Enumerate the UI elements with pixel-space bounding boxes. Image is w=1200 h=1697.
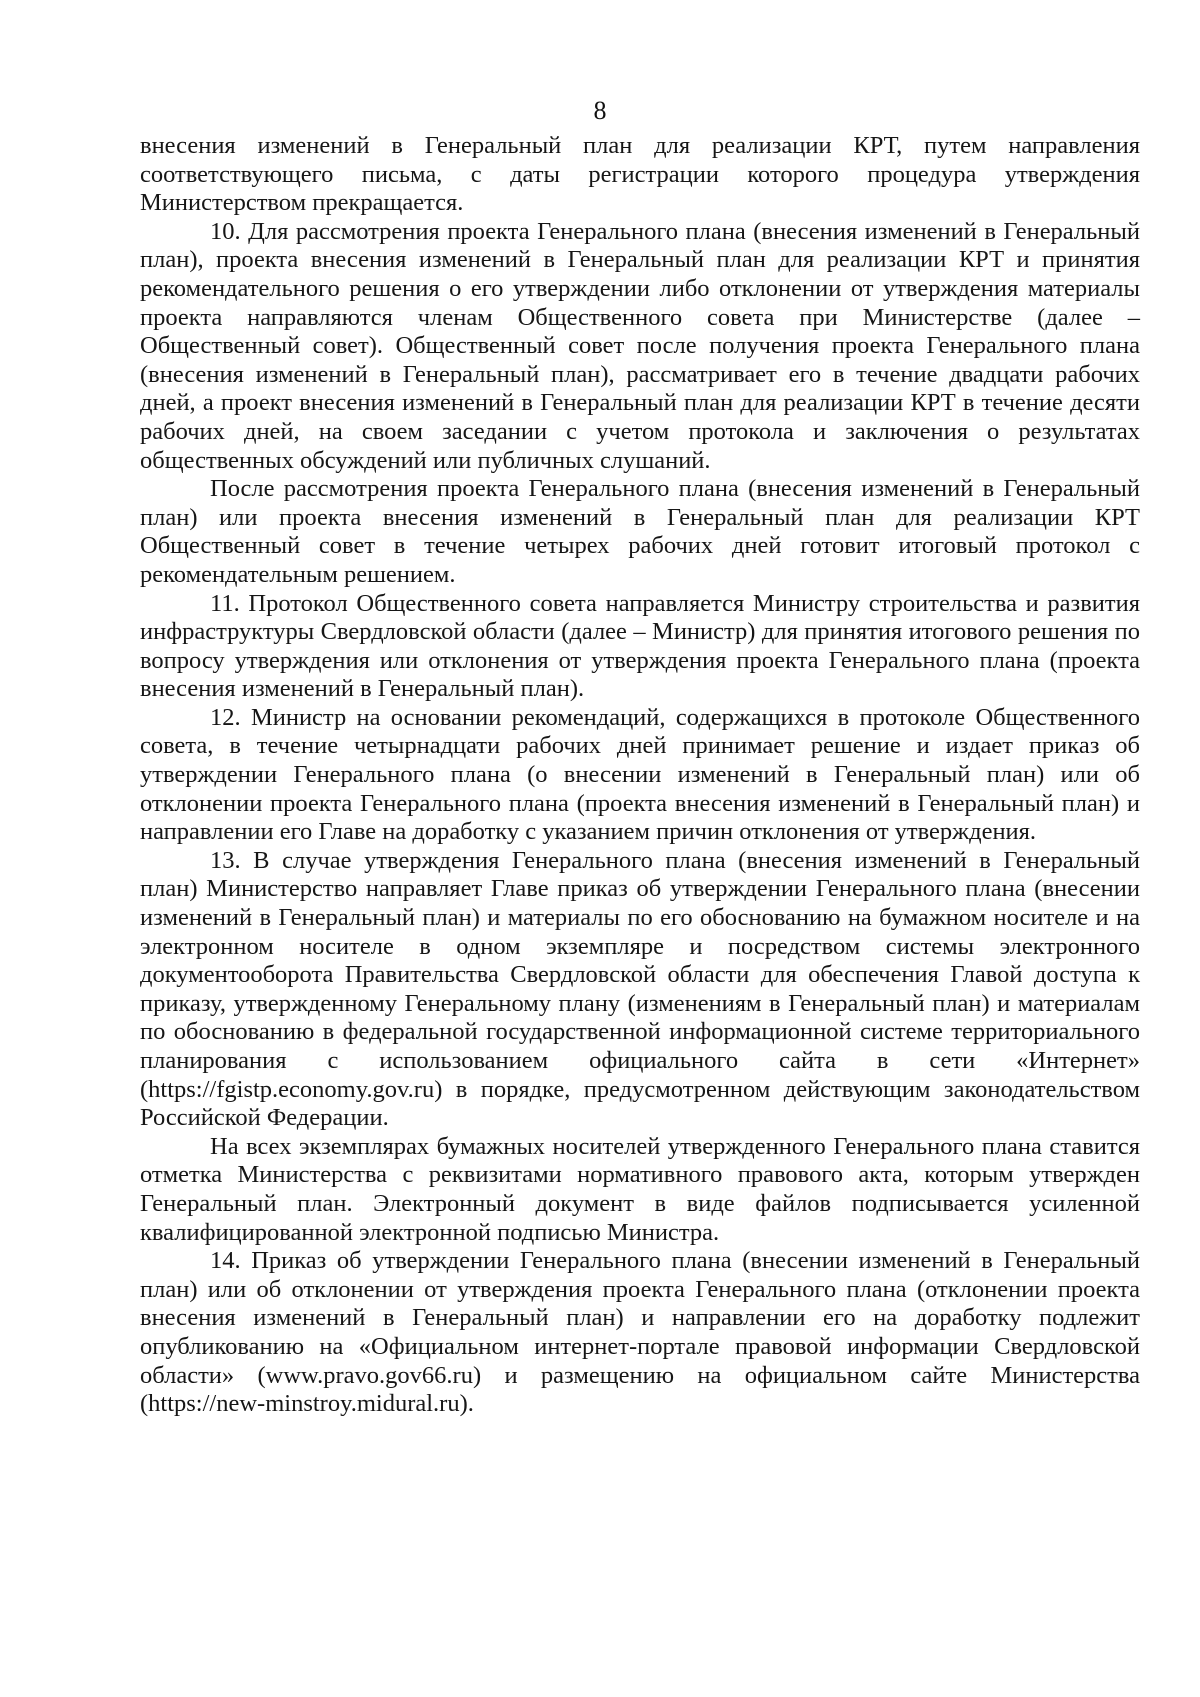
paragraph-continuation: внесения изменений в Генеральный план для реализации КРТ, путем направления соответствующего письма, с даты регистрации которого процедура утверждения Министерством прекращается. xyxy=(140,132,1140,217)
paragraph-item-10: 10. Для рассмотрения проекта Генерального плана (внесения изменений в Генеральный план), проекта внесения изменений в Генеральный план для реализации КРТ и принятия рекомендательного решения о его утверждении либо отклонении от утверждения материалы проекта направляются членам Общественного совета при Министерстве (далее – Общественный совет). Общественный совет после получения проекта Генерального плана (внесения изменений в Генеральный план), рассматривает его в течение двадцати рабочих дней, а проект внесения изменений в Генеральный план для реализации КРТ в течение десяти рабочих дней, на своем заседании с учетом протокола и заключения о результатах общественных обсуждений или публичных слушаний. xyxy=(140,217,1140,474)
paragraph-item-12: 12. Министр на основании рекомендаций, содержащихся в протоколе Общественного совета, в течение четырнадцати рабочих дней принимает решение и издает приказ об утверждении Генерального плана (о внесении изменений в Генеральный план) или об отклонении проекта Генерального плана (проекта внесения изменений в Генеральный план) и направлении его Главе на доработку с указанием причин отклонения от утверждения. xyxy=(140,703,1140,846)
page-number: 8 xyxy=(593,96,607,125)
paragraph-item-14: 14. Приказ об утверждении Генерального плана (внесении изменений в Генеральный план) или об отклонении от утверждения проекта Генерального плана (отклонении проекта внесения изменений в Генеральный план) и направлении его на доработку подлежит опубликованию на «Официальном интернет-портале правовой информации Свердловской области» (www.pravo.gov66.ru) и размещению на официальном сайте Министерства (https://new-minstroy.midural.ru). xyxy=(140,1247,1140,1418)
document-body xyxy=(140,132,1140,1419)
paragraph-item-13: 13. В случае утверждения Генерального плана (внесения изменений в Генеральный план) Министерство направляет Главе приказ об утверждении Генерального плана (внесении изменений в Генеральный план) и материалы по его обоснованию на бумажном носителе и на электронном носителе в одном экземпляре и посредством системы электронного документооборота Правительства Свердловской области для обеспечения Главой доступа к приказу, утвержденному Генеральному плану (изменениям в Генеральный план) и материалам по обоснованию в федеральной государственной информационной системе территориального планирования с использованием официального сайта в сети «Интернет» (https://fgistp.economy.gov.ru) в порядке, предусмотренном действующим законодательством Российской Федерации. xyxy=(140,846,1140,1132)
paragraph-item-11: 11. Протокол Общественного совета направляется Министру строительства и развития инфраструктуры Свердловской области (далее – Министр) для принятия итогового решения по вопросу утверждения или отклонения от утверждения проекта Генерального плана (проекта внесения изменений в Генеральный план). xyxy=(140,589,1140,703)
paragraph-item-13-continued: На всех экземплярах бумажных носителей утвержденного Генерального плана ставится отметка Министерства с реквизитами нормативного правового акта, которым утвержден Генеральный план. Электронный документ в виде файлов подписывается усиленной квалифицированной электронной подписью Министра. xyxy=(140,1132,1140,1246)
paragraph-item-10-continued: После рассмотрения проекта Генерального плана (внесения изменений в Генеральный план) или проекта внесения изменений в Генеральный план для реализации КРТ Общественный совет в течение четырех рабочих дней готовит итоговый протокол с рекомендательным решением. xyxy=(140,475,1140,588)
